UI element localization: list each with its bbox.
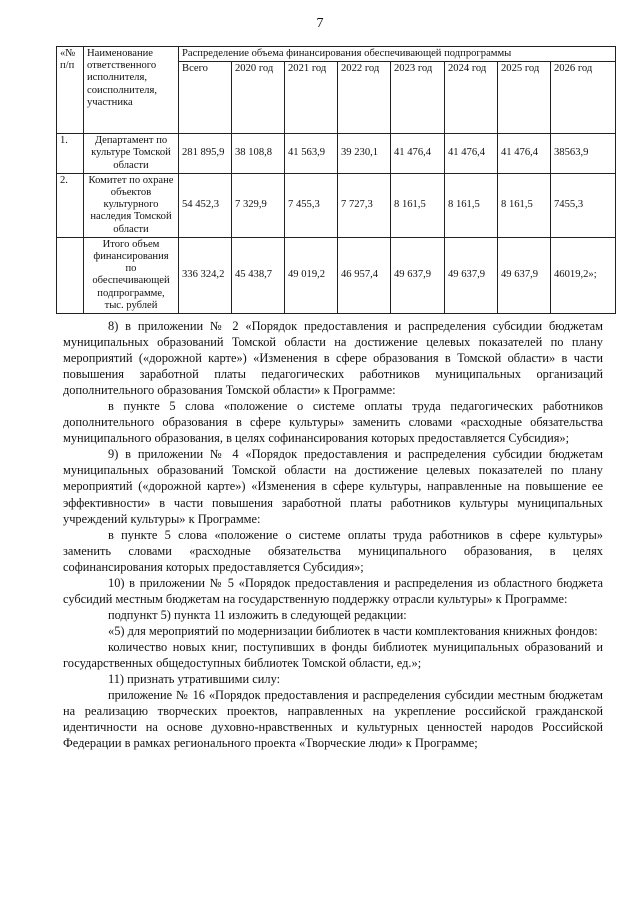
header-num: «№ п/п [57, 47, 84, 134]
row-value: 281 895,9 [179, 134, 232, 174]
row-value: 8 161,5 [445, 173, 498, 237]
paragraph: в пункте 5 слова «положение о системе оплаты труда работников в сфере культуры» заменить словами «расходные обязательства муниципального образования, в целях софинансирования которых предоставляется Субсидия»; [63, 527, 603, 574]
paragraph: в пункте 5 слова «положение о системе оплаты труда педагогических работников дополнительного образования в сфере культуры» заменить словами «расходные обязательства муниципального образования, в целях софинансирования которых предоставляется Субсидия»; [63, 399, 603, 446]
row-value: 39 230,1 [338, 134, 391, 174]
row-value: 49 637,9 [445, 237, 498, 313]
row-value: 336 324,2 [179, 237, 232, 313]
row-value: 46019,2»; [551, 237, 616, 313]
paragraph: 10) в приложении № 5 «Порядок предоставления и распределения из областного бюджета субсидий местным бюджетам на государственную поддержку отрасли культуры» к Программе: [63, 575, 603, 606]
financing-table [56, 46, 616, 314]
row-name: Итого объем финансирования по обеспечивающей подпрограмме, тыс. рублей [84, 237, 179, 313]
row-value: 41 476,4 [445, 134, 498, 174]
row-value: 45 438,7 [232, 237, 285, 313]
header-group: Распределение объема финансирования обеспечивающей подпрограммы [179, 47, 616, 62]
row-value: 46 957,4 [338, 237, 391, 313]
header-year: 2022 год [338, 62, 391, 134]
paragraph: приложение № 16 «Порядок предоставления и распределения субсидии местным бюджетам на реализацию творческих проектов, направленных на укрепление российской гражданской идентичности на основе духовно-нравственных и культурных ценностей народов Российской Федерации в рамках регионального проекта «Творческие люди» к Программе; [63, 688, 603, 751]
header-total: Всего [179, 62, 232, 134]
row-value: 49 637,9 [498, 237, 551, 313]
row-value: 7 329,9 [232, 173, 285, 237]
row-num [57, 237, 84, 313]
row-value: 8 161,5 [391, 173, 445, 237]
table-row [57, 173, 616, 237]
paragraph: «5) для мероприятий по модернизации библиотек в части комплектования книжных фондов: [108, 623, 598, 638]
row-value: 38 108,8 [232, 134, 285, 174]
header-year: 2021 год [285, 62, 338, 134]
row-value: 7 727,3 [338, 173, 391, 237]
table-row [57, 134, 616, 174]
row-value: 54 452,3 [179, 173, 232, 237]
paragraph: количество новых книг, поступивших в фонды библиотек муниципальных образований и государственных общедоступных библиотек Томской области, ед.»; [63, 639, 603, 670]
paragraph: подпункт 5) пункта 11 изложить в следующей редакции: [108, 607, 407, 622]
paragraph: 11) признать утратившими силу: [108, 672, 281, 687]
row-value: 41 476,4 [498, 134, 551, 174]
header-year: 2026 год [551, 62, 616, 134]
row-value: 7455,3 [551, 173, 616, 237]
header-year: 2025 год [498, 62, 551, 134]
table-header-row [57, 47, 616, 62]
row-num: 1. [57, 134, 84, 174]
row-name: Департамент по культуре Томской области [84, 134, 179, 174]
body-text [63, 318, 603, 751]
header-year: 2024 год [445, 62, 498, 134]
row-value: 7 455,3 [285, 173, 338, 237]
row-value: 49 019,2 [285, 237, 338, 313]
table-row-total [57, 237, 616, 313]
row-value: 8 161,5 [498, 173, 551, 237]
row-value: 41 476,4 [391, 134, 445, 174]
row-name: Комитет по охране объектов культурного наследия Томской области [84, 173, 179, 237]
paragraph: 8) в приложении № 2 «Порядок предоставления и распределения субсидии бюджетам муниципальных образований Томской области на достижение целевых показателей по плану мероприятий («дорожной карте») «Изменения в сфере образования в Томской области» в части повышения заработной платы педагогических работников муниципальных организаций дополнительного образования Томской области» к Программе: [63, 319, 603, 398]
header-name: Наименование ответственного исполнителя, соисполнителя, участника [84, 47, 179, 134]
row-value: 38563,9 [551, 134, 616, 174]
paragraph: 9) в приложении № 4 «Порядок предоставления и распределения субсидии бюджетам муниципальных образований Томской области на достижение целевых показателей по плану мероприятий («дорожной карте») «Изменения в сфере культуры, направленные на повышение ее эффективности» в части повышения заработной платы работников культуры муниципальных учреждений культуры» к Программе: [63, 447, 603, 526]
header-year: 2020 год [232, 62, 285, 134]
row-num: 2. [57, 173, 84, 237]
row-value: 49 637,9 [391, 237, 445, 313]
page-number: 7 [316, 16, 324, 31]
row-value: 41 563,9 [285, 134, 338, 174]
header-year: 2023 год [391, 62, 445, 134]
